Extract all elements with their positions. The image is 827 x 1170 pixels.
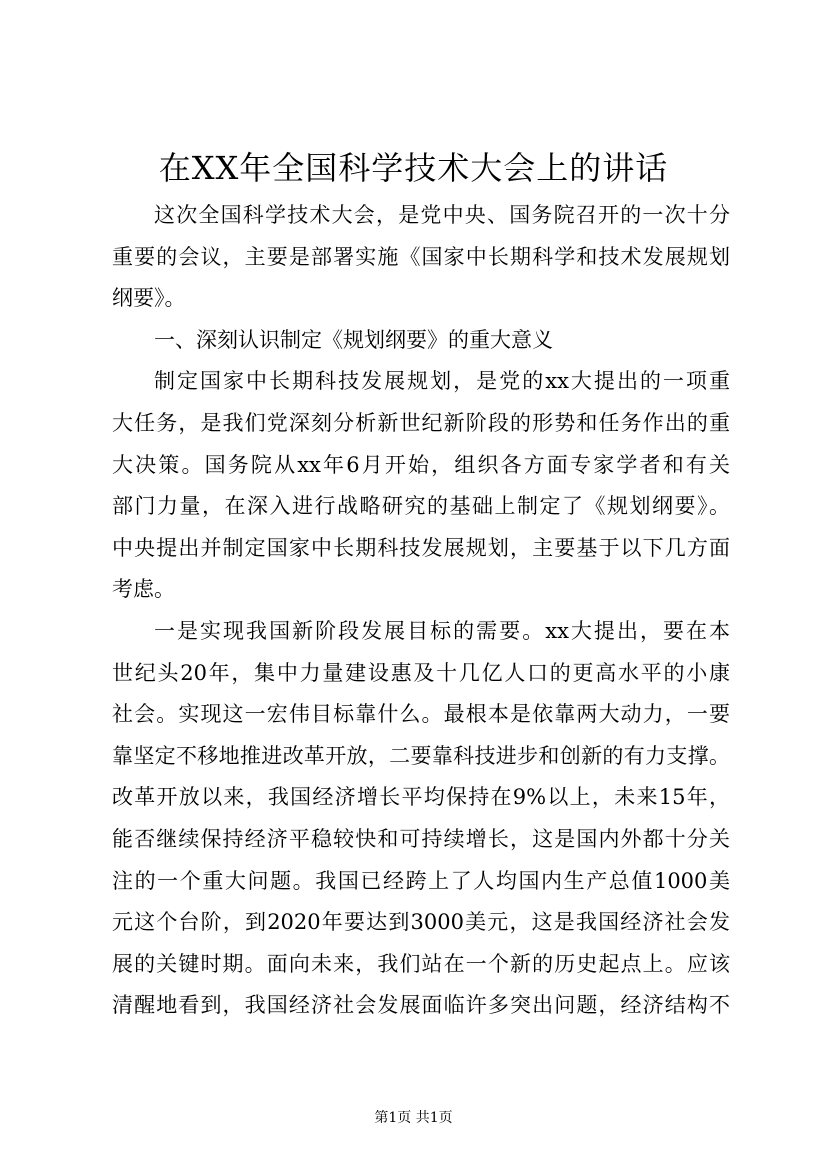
paragraph-line: 这次全国科学技术大会，是党中央、国务院召开的一次十分 [154, 203, 730, 227]
paragraph-line: 能否继续保持经济平稳较快和可持续增长，这是国内外都十分关 [112, 826, 730, 851]
paragraph-line: 改革开放以来，我国经济增长平均保持在9%以上，未来15年， [112, 785, 730, 810]
paragraph-line: 大任务，是我们党深刻分析新世纪新阶段的形势和任务作出的重 [112, 410, 730, 435]
paragraph-line: 世纪头20年，集中力量建设惠及十几亿人口的更高水平的小康 [112, 660, 730, 685]
document-body [112, 195, 730, 1027]
paragraph-line: 注的一个重大问题。我国已经跨上了人均国内生产总值1000美 [112, 868, 730, 893]
paragraph-line: 中央提出并制定国家中长期科技发展规划，主要基于以下几方面 [112, 535, 730, 560]
paragraph-line: 元这个台阶，到2020年要达到3000美元，这是我国经济社会发 [112, 910, 730, 935]
paragraph-line: 重要的会议，主要是部署实施《国家中长期科学和技术发展规划 [112, 244, 730, 269]
document-title: 在XX年全国科学技术大会上的讲话 [158, 149, 669, 187]
paragraph-line: 社会。实现这一宏伟目标靠什么。最根本是依靠两大动力，一要 [112, 702, 730, 727]
paragraph-line: 大决策。国务院从xx年6月开始，组织各方面专家学者和有关 [112, 452, 730, 477]
paragraph-line: 清醒地看到，我国经济社会发展面临许多突出问题，经济结构不 [112, 993, 730, 1018]
paragraph-line: 部门力量，在深入进行战略研究的基础上制定了《规划纲要》。 [112, 494, 730, 519]
section-heading: 一、深刻认识制定《规划纲要》的重大意义 [154, 327, 553, 352]
paragraph-line: 展的关键时期。面向未来，我们站在一个新的历史起点上。应该 [112, 951, 730, 976]
paragraph-line: 制定国家中长期科技发展规划，是党的xx大提出的一项重 [154, 369, 730, 394]
paragraph-line: 纲要》。 [112, 286, 186, 311]
paragraph-line: 靠坚定不移地推进改革开放，二要靠科技进步和创新的有力支撑。 [112, 743, 730, 768]
paragraph-line: 考虑。 [112, 577, 175, 602]
paragraph-line: 一是实现我国新阶段发展目标的需要。xx大提出，要在本 [154, 618, 730, 643]
page-number-footer: 第1页 共1页 [374, 1110, 453, 1126]
